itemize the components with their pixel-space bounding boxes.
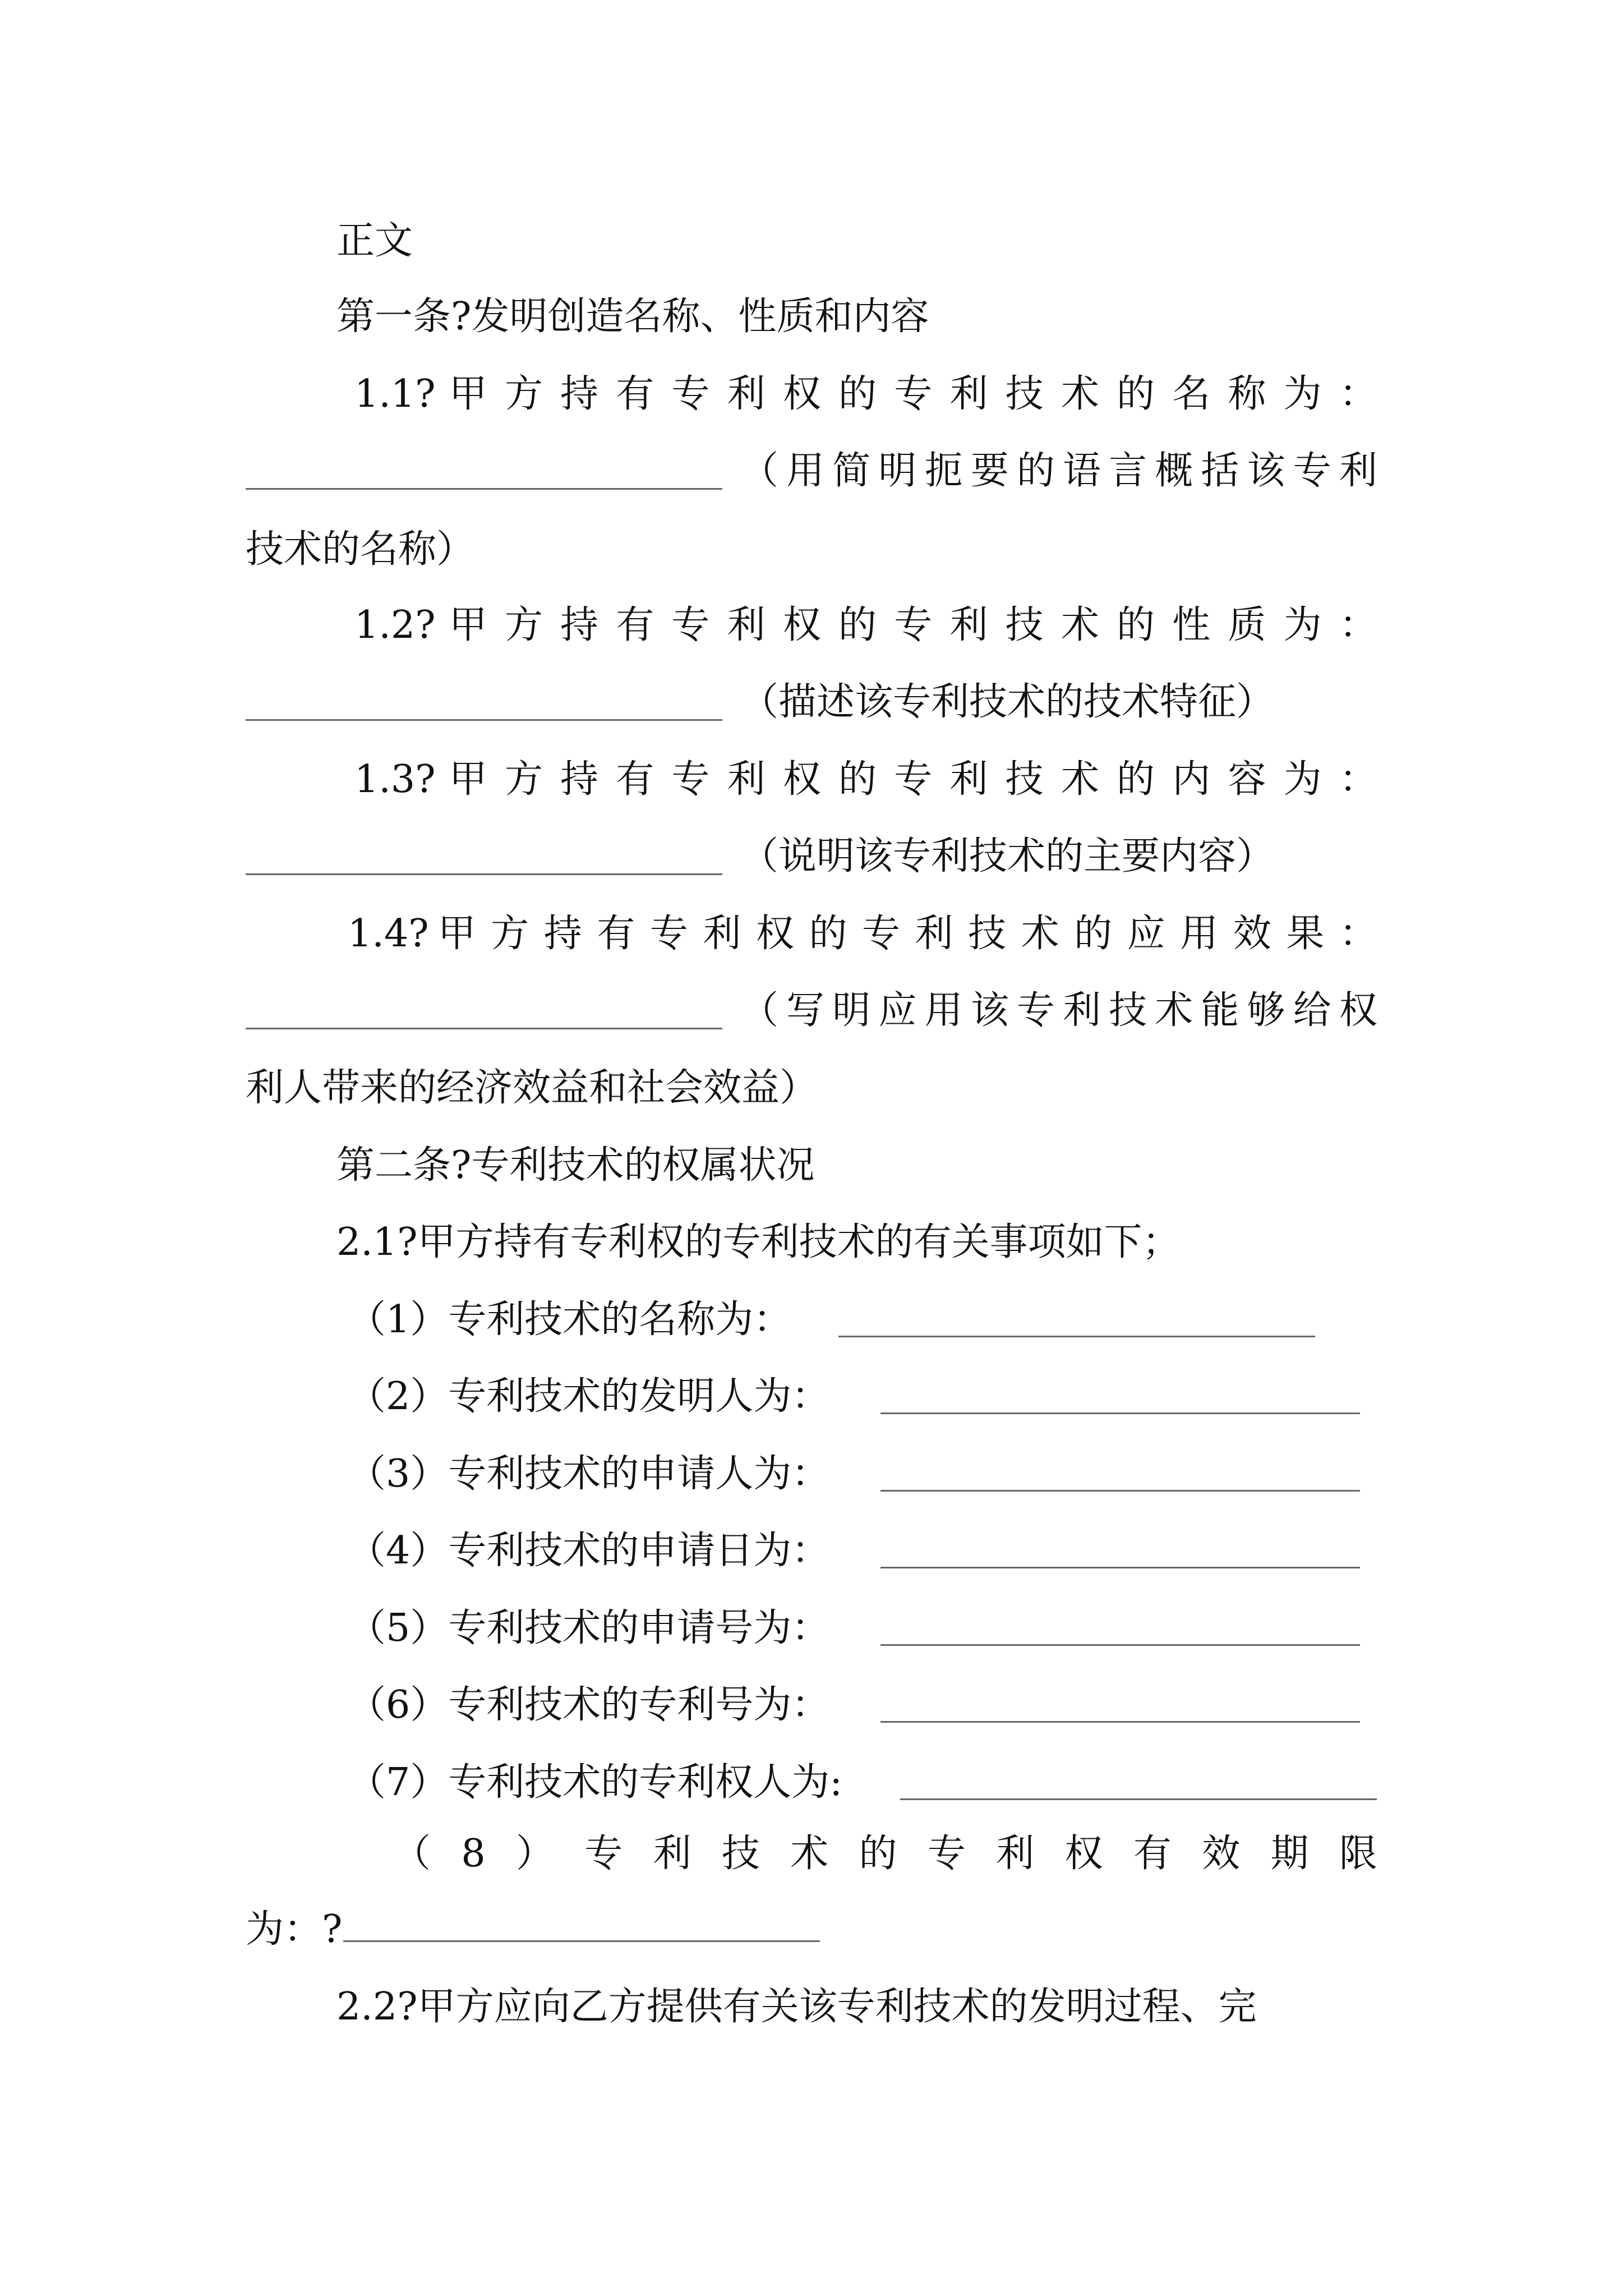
clause-1-1-char: 权 <box>782 372 821 416</box>
clause-1-4-note-char: 够 <box>1247 988 1285 1033</box>
clause-1-3-text <box>449 757 1377 802</box>
clause-1-1-char: 称 <box>1228 372 1266 416</box>
clause-1-2-char: 权 <box>782 603 821 647</box>
patent-item-8-char: 期 <box>1270 1832 1309 1876</box>
patent-item-8-tail: 为：? <box>246 1907 343 1952</box>
clause-1-1-note-char: 要 <box>970 449 1009 493</box>
clause-1-1-note-char: 专 <box>1293 449 1331 493</box>
clause-1-2-char: 甲 <box>449 603 487 647</box>
clause-1-1-note-char: （ <box>740 449 779 493</box>
clause-1-1-char: 方 <box>504 372 543 416</box>
clause-1-3-char: 甲 <box>449 757 487 802</box>
patent-item-label: （6）专利技术的专利号为： <box>348 1683 830 1727</box>
patent-item-8-char: 专 <box>927 1832 966 1876</box>
article-1-title: 第一条?发明创造名称、性质和内容 <box>336 295 929 339</box>
patent-item-2-blank[interactable] <box>880 1412 1360 1414</box>
clause-1-3-char: 方 <box>504 757 543 802</box>
clause-1-1-char: 专 <box>894 372 933 416</box>
clause-1-3-char: 的 <box>838 757 877 802</box>
clause-1-1-char: 的 <box>838 372 877 416</box>
clause-1-1-note-cont: 技术的名称） <box>246 527 475 572</box>
clause-1-3-char: 利 <box>727 757 766 802</box>
clause-1-4-char: 用 <box>1180 912 1219 956</box>
clause-1-2-char: 方 <box>504 603 543 647</box>
clause-1-1-char: 专 <box>671 372 710 416</box>
clause-1-4-note-char: 术 <box>1155 988 1193 1033</box>
clause-1-2-char: 利 <box>727 603 766 647</box>
clause-1-2-char: 的 <box>1117 603 1155 647</box>
patent-item-4-blank[interactable] <box>880 1567 1360 1568</box>
clause-1-1-char: 持 <box>560 372 599 416</box>
clause-1-4-note-char: 给 <box>1293 988 1331 1033</box>
clause-1-4-char: 持 <box>543 912 582 956</box>
clause-1-2-char: 的 <box>838 603 877 647</box>
clause-1-3-line <box>354 757 1377 802</box>
clause-1-2-line <box>354 603 1377 648</box>
clause-1-1-note-char: 扼 <box>924 449 963 493</box>
patent-item-8-char: 术 <box>790 1832 829 1876</box>
clause-1-1-note-char: 该 <box>1247 449 1285 493</box>
clause-1-2-char: 专 <box>894 603 933 647</box>
clause-1-3-char: 有 <box>616 757 654 802</box>
patent-item-8-char: 权 <box>1064 1832 1103 1876</box>
patent-item-5-blank[interactable] <box>880 1644 1360 1646</box>
clause-1-4-char: 方 <box>491 912 529 956</box>
clause-1-2-char: 质 <box>1228 603 1266 647</box>
clause-1-4-note-char: 用 <box>924 988 963 1033</box>
clause-2-1: 2.1?甲方持有专利权的专利技术的有关事项如下； <box>336 1220 1181 1264</box>
clause-1-1-note-char: 利 <box>1339 449 1377 493</box>
patent-item-8-char: 利 <box>996 1832 1035 1876</box>
clause-1-4-line <box>348 912 1377 956</box>
patent-item-6 <box>348 1683 829 1728</box>
clause-1-4-char: 效 <box>1233 912 1271 956</box>
patent-item-8-char: ） <box>515 1832 554 1876</box>
patent-item-8-char: 技 <box>721 1832 760 1876</box>
clause-1-4-char: 应 <box>1127 912 1165 956</box>
clause-1-2-note: （描述该专利技术的技术特征） <box>740 680 1275 724</box>
clause-1-3-char: 持 <box>560 757 599 802</box>
patent-item-8-char: 8 <box>461 1832 486 1876</box>
patent-item-4 <box>348 1529 829 1573</box>
patent-item-1 <box>348 1297 791 1342</box>
clause-1-4-char: 权 <box>755 912 794 956</box>
clause-1-1-char: 名 <box>1172 372 1211 416</box>
clause-1-1-note <box>740 449 1377 494</box>
clause-1-1-char: 有 <box>616 372 654 416</box>
patent-item-8-char: 专 <box>584 1832 623 1876</box>
clause-1-4-char: 利 <box>915 912 953 956</box>
clause-1-4-note-char: 应 <box>878 988 917 1033</box>
clause-1-4-note-char: 专 <box>1016 988 1055 1033</box>
patent-item-7 <box>348 1760 842 1805</box>
clause-1-1-char: 利 <box>949 372 988 416</box>
clause-1-1-note-char: 简 <box>832 449 871 493</box>
clause-1-1-note-char: 语 <box>1062 449 1101 493</box>
clause-1-3-char: 利 <box>949 757 988 802</box>
clause-1-4-char: 专 <box>649 912 688 956</box>
clause-1-1-char: 的 <box>1117 372 1155 416</box>
clause-1-1-note-char: 用 <box>786 449 825 493</box>
clause-1-2-lead: 1.2? <box>354 603 436 647</box>
clause-1-2-char: 为 <box>1283 603 1322 647</box>
clause-1-1-note-char: 括 <box>1201 449 1239 493</box>
clause-1-4-note-char: （ <box>740 988 779 1033</box>
clause-1-4-char: 甲 <box>437 912 476 956</box>
clause-1-4-blank[interactable] <box>246 1028 722 1029</box>
clause-1-4-char: 利 <box>703 912 741 956</box>
patent-item-8-blank[interactable] <box>343 1908 820 1942</box>
clause-1-3-char: 专 <box>671 757 710 802</box>
patent-item-8-tail-line <box>246 1907 820 1952</box>
patent-item-7-blank[interactable] <box>900 1798 1377 1800</box>
clause-1-4-note-char: 利 <box>1062 988 1101 1033</box>
clause-1-1-char: 技 <box>1005 372 1044 416</box>
clause-1-4-note-char: 该 <box>970 988 1009 1033</box>
patent-item-3 <box>348 1452 829 1497</box>
clause-1-4-note-char: 写 <box>786 988 825 1033</box>
clause-1-4-note-char: 明 <box>832 988 871 1033</box>
clause-1-2-char: 术 <box>1061 603 1099 647</box>
clause-1-4-char: 技 <box>968 912 1007 956</box>
clause-1-2-char: 有 <box>616 603 654 647</box>
patent-item-label: （5）专利技术的申请号为： <box>348 1606 830 1650</box>
patent-item-8-char: 限 <box>1339 1832 1377 1876</box>
document-heading: 正文 <box>336 219 413 263</box>
clause-1-3-char: ： <box>1339 757 1377 802</box>
patent-item-label: （1）专利技术的名称为： <box>348 1297 792 1342</box>
clause-1-3-note: （说明该专利技术的主要内容） <box>740 834 1275 878</box>
clause-1-2-char: 持 <box>560 603 599 647</box>
clause-1-4-char: 术 <box>1021 912 1059 956</box>
clause-1-1-blank[interactable] <box>246 488 722 490</box>
clause-1-1-note-char: 言 <box>1109 449 1147 493</box>
clause-1-3-char: 内 <box>1172 757 1211 802</box>
clause-1-3-char: 为 <box>1283 757 1322 802</box>
clause-2-2: 2.2?甲方应向乙方提供有关该专利技术的发明过程、完 <box>336 1985 1257 2029</box>
clause-1-4-char: 的 <box>809 912 847 956</box>
clause-1-3-char: 术 <box>1061 757 1099 802</box>
clause-1-1-char: 为 <box>1283 372 1322 416</box>
clause-1-2-char: ： <box>1339 603 1377 647</box>
clause-1-1-lead: 1.1? <box>354 372 436 416</box>
patent-item-3-blank[interactable] <box>880 1490 1360 1492</box>
clause-1-3-blank[interactable] <box>246 873 722 875</box>
patent-item-5 <box>348 1606 829 1651</box>
patent-item-8-char: 的 <box>859 1832 897 1876</box>
clause-1-4-note-cont: 利人带来的经济效益和社会效益） <box>246 1066 818 1110</box>
clause-1-4-note <box>740 988 1377 1033</box>
patent-item-8-char: 效 <box>1202 1832 1241 1876</box>
clause-1-3-char: 的 <box>1117 757 1155 802</box>
clause-1-1-note-char: 的 <box>1016 449 1055 493</box>
clause-1-4-char: 专 <box>861 912 900 956</box>
patent-item-8-char: 利 <box>653 1832 691 1876</box>
patent-item-label: （2）专利技术的发明人为： <box>348 1374 830 1419</box>
clause-1-3-char: 技 <box>1005 757 1044 802</box>
clause-1-4-text <box>438 912 1377 956</box>
clause-1-4-char: 的 <box>1074 912 1113 956</box>
clause-1-1-char: 利 <box>727 372 766 416</box>
clause-1-4-char: 果 <box>1286 912 1325 956</box>
patent-item-1-blank[interactable] <box>838 1336 1315 1337</box>
clause-1-2-char: 性 <box>1172 603 1211 647</box>
clause-1-4-char: ： <box>1339 912 1377 956</box>
clause-1-1-note-char: 明 <box>878 449 917 493</box>
patent-item-8-char: （ <box>393 1832 431 1876</box>
patent-item-2 <box>348 1374 829 1419</box>
clause-1-1-note-text <box>740 449 1377 494</box>
clause-1-4-note-char: 技 <box>1109 988 1147 1033</box>
clause-1-2-blank[interactable] <box>246 719 722 721</box>
clause-1-1-note-char: 概 <box>1155 449 1193 493</box>
clause-1-2-char: 利 <box>949 603 988 647</box>
clause-1-1-text <box>449 372 1377 417</box>
clause-1-4-note-char: 权 <box>1339 988 1377 1033</box>
clause-1-4-lead: 1.4? <box>348 912 429 956</box>
clause-1-3-char: 专 <box>894 757 933 802</box>
clause-1-2-text <box>449 603 1377 648</box>
patent-item-6-blank[interactable] <box>880 1721 1360 1723</box>
clause-1-4-note-char: 能 <box>1201 988 1239 1033</box>
clause-1-3-char: 权 <box>782 757 821 802</box>
clause-1-2-char: 技 <box>1005 603 1044 647</box>
clause-1-1-char: ： <box>1339 372 1377 416</box>
clause-1-2-char: 专 <box>671 603 710 647</box>
clause-1-1-line <box>354 372 1377 417</box>
clause-1-4-char: 有 <box>597 912 635 956</box>
clause-1-3-lead: 1.3? <box>354 757 436 802</box>
patent-item-label: （3）专利技术的申请人为： <box>348 1452 830 1496</box>
clause-1-1-char: 甲 <box>449 372 487 416</box>
article-2-title: 第二条?专利技术的权属状况 <box>336 1143 815 1188</box>
clause-1-3-char: 容 <box>1228 757 1266 802</box>
patent-item-8-char: 有 <box>1133 1832 1172 1876</box>
clause-1-1-char: 术 <box>1061 372 1099 416</box>
clause-1-4-note-text <box>740 988 1377 1033</box>
patent-item-8-line <box>393 1832 1377 1876</box>
patent-item-label: （4）专利技术的申请日为： <box>348 1529 830 1573</box>
patent-item-label: （7）专利技术的专利权人为: <box>348 1760 843 1805</box>
